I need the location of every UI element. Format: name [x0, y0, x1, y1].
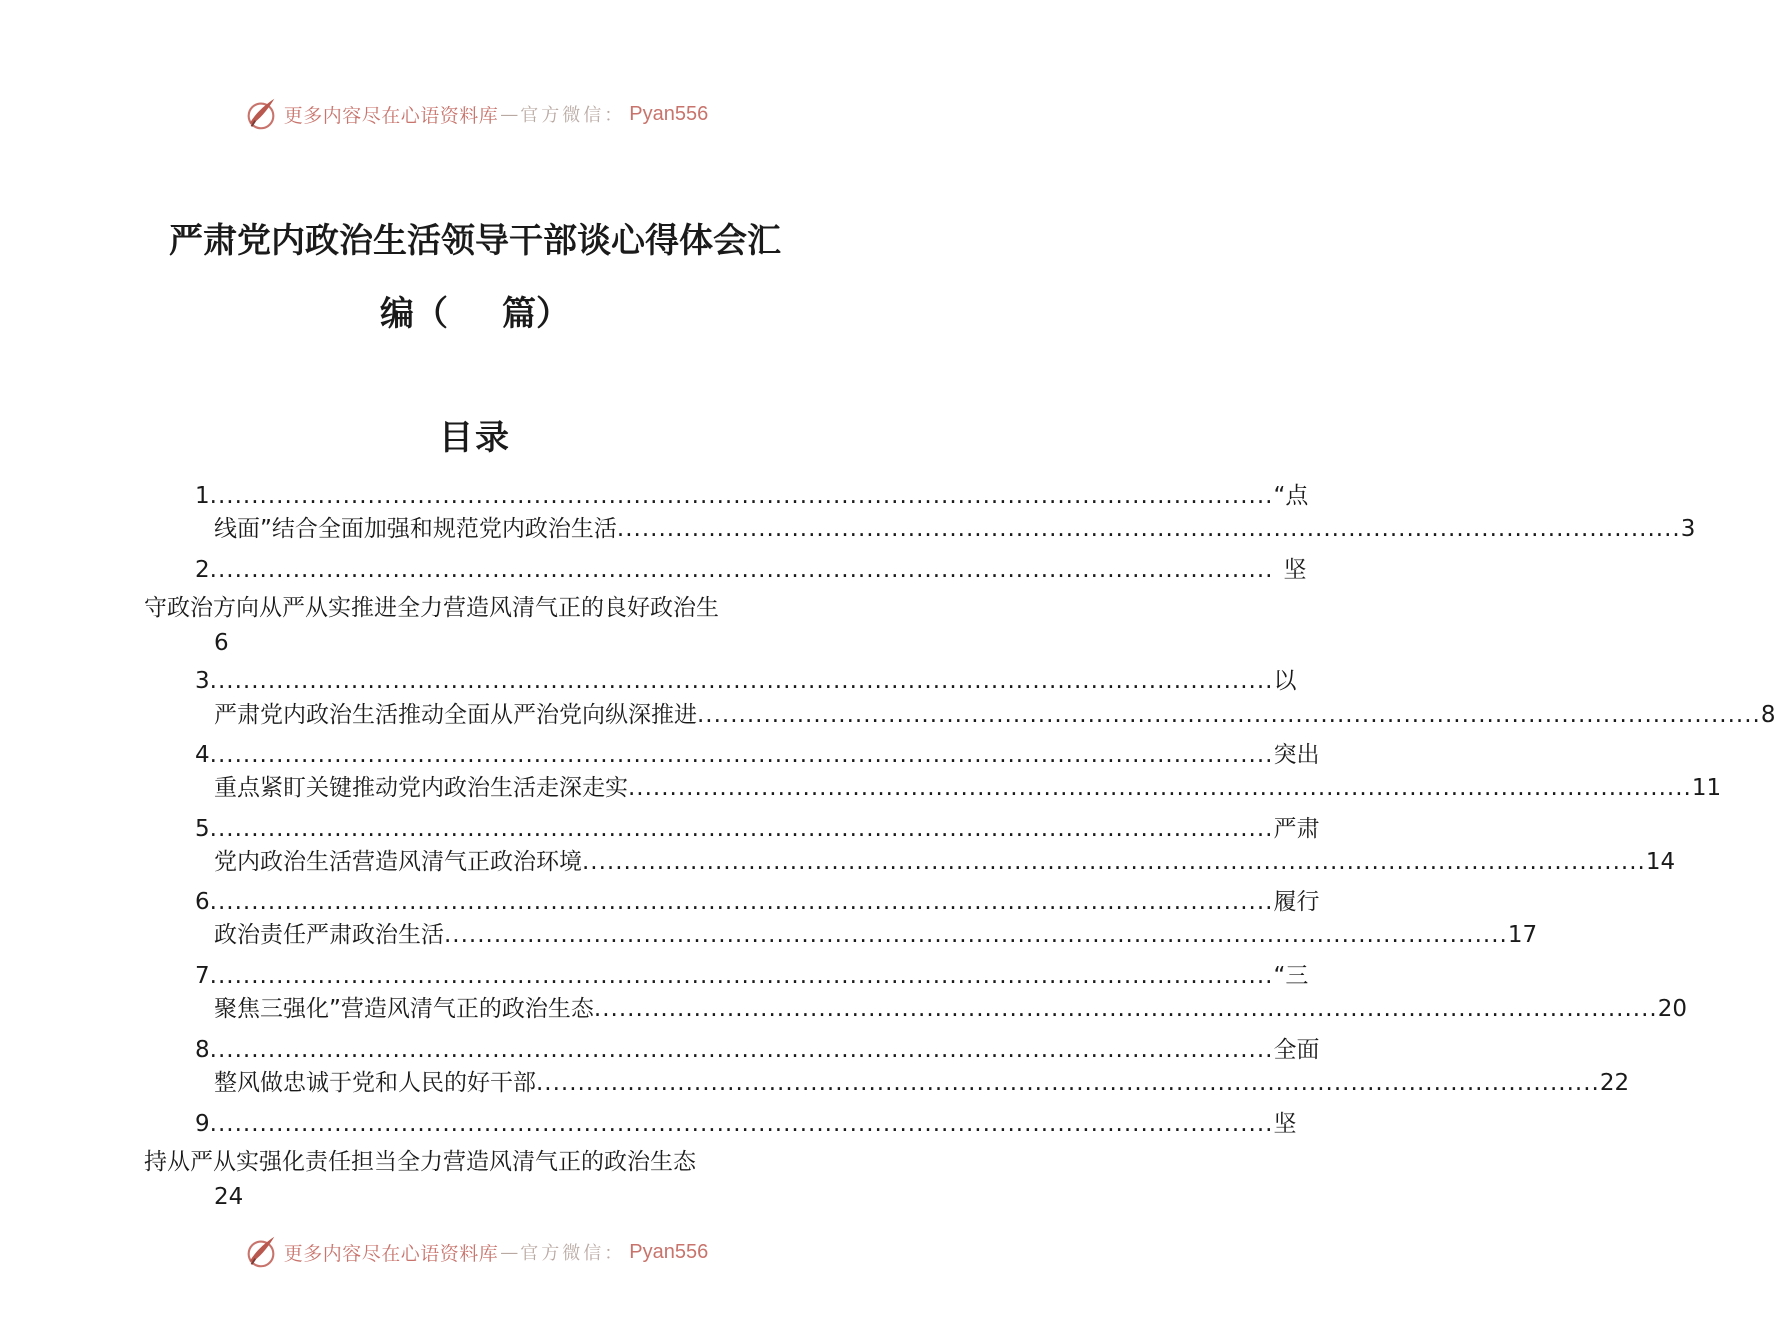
toc-heading: 目录: [439, 418, 511, 458]
banner-wechat-label: 官方微信：: [520, 1243, 626, 1264]
toc-entry-title: 整风做忠诚于党和人民的好干部: [214, 1070, 536, 1096]
toc-entry-number: 2: [195, 557, 210, 583]
banner-separator: —: [500, 103, 519, 125]
header-watermark-banner: [0, 94, 950, 134]
banner-separator: —: [500, 1241, 519, 1263]
quill-logo-icon: [242, 1233, 280, 1271]
toc-entry-7-continuation[interactable]: [214, 994, 1688, 1024]
toc-entry-4[interactable]: [195, 740, 1320, 770]
banner-wechat-id: Pyan556: [629, 102, 709, 125]
banner-text: 更多内容尽在心语资料库: [283, 1242, 499, 1265]
toc-leader-dots: ................................................................................................................................: [209, 742, 1274, 768]
toc-entry-5[interactable]: [195, 814, 1320, 844]
toc-entry-2-page: 6: [214, 630, 229, 656]
toc-entry-title-start: “三: [1273, 963, 1309, 989]
quill-logo-icon: [242, 95, 280, 133]
toc-entry-title: 政治责任严肃政治生活: [214, 922, 444, 948]
toc-leader-dots: ................................................................................................................................: [628, 775, 1692, 801]
toc-entry-2-title[interactable]: 守政治方向从严从实推进全力营造风清气正的良好政治生: [144, 595, 719, 621]
toc-entry-title: 严肃党内政治生活推动全面从严治党向纵深推进: [214, 702, 697, 728]
toc-leader-dots: ................................................................................................................................: [444, 922, 1508, 948]
toc-leader-dots: ................................................................................................................................: [209, 816, 1274, 842]
document-title-line2: [0, 286, 950, 335]
toc-entry-3-continuation[interactable]: [214, 700, 1775, 730]
toc-entry-title: 聚焦三强化”营造风清气正的政治生态: [214, 996, 594, 1022]
toc-entry-6[interactable]: [195, 887, 1320, 917]
toc-entry-number: 1: [195, 483, 210, 509]
toc-page-number: 8: [1760, 702, 1775, 728]
toc-page-number: 20: [1657, 996, 1688, 1022]
toc-page-number: 14: [1645, 849, 1676, 875]
toc-entry-title-start: 突出: [1273, 742, 1320, 768]
toc-leader-dots: ................................................................................................................................: [209, 889, 1274, 915]
toc-leader-dots: ................................................................................................................................: [209, 557, 1274, 583]
title-part-b: 篇）: [502, 294, 570, 334]
toc-entry-1[interactable]: [195, 481, 1309, 511]
toc-page-number: 22: [1599, 1070, 1630, 1096]
toc-entry-title: 线面”结合全面加强和规范党内政治生活: [214, 516, 617, 542]
toc-entry-title-start: 履行: [1273, 889, 1320, 915]
toc-entry-9-page: 24: [214, 1184, 244, 1210]
banner-wechat-id: Pyan556: [629, 1240, 709, 1263]
toc-leader-dots: ................................................................................................................................: [209, 668, 1274, 694]
toc-entry-title-start: “点: [1273, 483, 1309, 509]
toc-entry-title-start: 坚: [1283, 557, 1307, 583]
toc-entry-title-start: 坚: [1273, 1111, 1297, 1137]
toc-entry-number: 3: [195, 668, 210, 694]
toc-entry-number: 7: [195, 963, 210, 989]
toc-entry-number: 5: [195, 816, 210, 842]
toc-entry-title-start: 严肃: [1273, 816, 1320, 842]
toc-entry-number: 8: [195, 1037, 210, 1063]
toc-page-number: 17: [1507, 922, 1538, 948]
toc-entry-title: 党内政治生活营造风清气正政治环境: [214, 849, 582, 875]
footer-watermark-banner: [0, 1232, 950, 1272]
toc-entry-title-start: 以: [1273, 668, 1297, 694]
toc-entry-number: 6: [195, 889, 210, 915]
toc-leader-dots: ................................................................................................................................: [209, 1111, 1274, 1137]
toc-entry-9[interactable]: [195, 1109, 1297, 1139]
toc-leader-dots: ................................................................................................................................: [209, 1037, 1274, 1063]
toc-entry-3[interactable]: [195, 666, 1297, 696]
banner-text: 更多内容尽在心语资料库: [283, 104, 499, 127]
toc-page-number: 11: [1691, 775, 1722, 801]
toc-entry-9-title[interactable]: 持从严从实强化责任担当全力营造风清气正的政治生态: [144, 1149, 696, 1175]
document-title-line1: 严肃党内政治生活领导干部谈心得体会汇: [169, 221, 781, 261]
toc-entry-8-continuation[interactable]: [214, 1068, 1630, 1098]
toc-page-number: 3: [1680, 516, 1696, 542]
toc-entry-6-continuation[interactable]: [214, 920, 1538, 950]
toc-entry-5-continuation[interactable]: [214, 847, 1676, 877]
toc-entry-8[interactable]: [195, 1035, 1320, 1065]
toc-leader-dots: ................................................................................................................................: [209, 483, 1274, 509]
toc-entry-4-continuation[interactable]: [214, 773, 1722, 803]
toc-leader-dots: ................................................................................................................................: [536, 1070, 1600, 1096]
toc-leader-dots: ................................................................................................................................: [697, 702, 1761, 728]
toc-entry-7[interactable]: [195, 961, 1309, 991]
toc-entry-number: 9: [195, 1111, 210, 1137]
toc-entry-1-continuation[interactable]: [214, 514, 1696, 544]
title-part-a: 编（: [380, 294, 448, 334]
toc-entry-2[interactable]: [195, 555, 1307, 585]
toc-entry-title-start: 全面: [1273, 1037, 1320, 1063]
toc-leader-dots: ................................................................................................................................: [593, 996, 1658, 1022]
banner-wechat-label: 官方微信：: [520, 105, 626, 126]
toc-entry-title: 重点紧盯关键推动党内政治生活走深走实: [214, 775, 628, 801]
toc-leader-dots: ................................................................................................................................: [209, 963, 1274, 989]
toc-entry-number: 4: [195, 742, 210, 768]
toc-leader-dots: ................................................................................................................................: [616, 516, 1681, 542]
toc-leader-dots: ................................................................................................................................: [582, 849, 1646, 875]
